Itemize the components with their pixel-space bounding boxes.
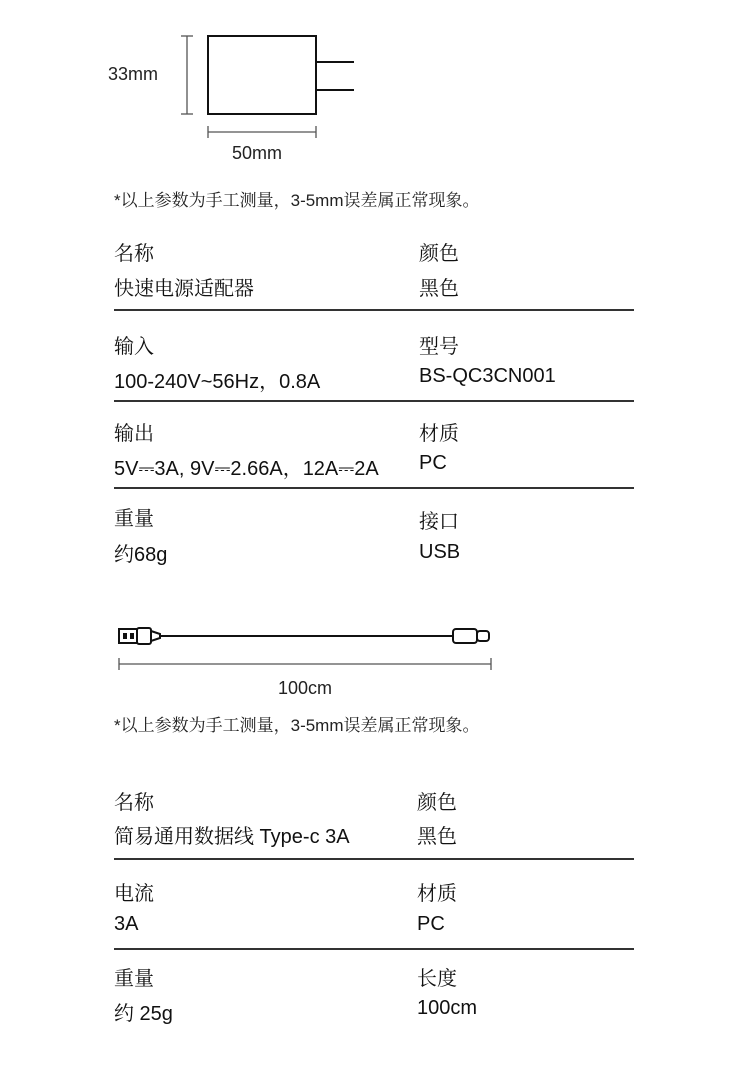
spec-label-name: 名称 bbox=[114, 792, 154, 814]
length-dimension-label: 100cm bbox=[278, 678, 333, 698]
spec-value-port: USB bbox=[419, 541, 461, 563]
spec-value-color: 黑色 bbox=[417, 826, 457, 848]
spec-value-material: PC bbox=[419, 452, 447, 474]
spec-value-current: 3A bbox=[114, 913, 139, 935]
spec-label-color: 颜色 bbox=[417, 792, 457, 814]
spec-value-name: 快速电源适配器 bbox=[114, 278, 254, 300]
height-dimension-line bbox=[181, 36, 193, 114]
row-divider bbox=[114, 858, 634, 860]
spec-value-length: 100cm bbox=[417, 997, 478, 1019]
adapter-diagram bbox=[0, 0, 750, 170]
spec-label-material: 材质 bbox=[419, 423, 459, 445]
spec-value-name: 简易通用数据线 Type-c 3A bbox=[114, 826, 350, 848]
measurement-note: *以上参数为手工测量，3-5mm误差属正常现象。 bbox=[114, 191, 480, 210]
usb-a-plug-icon bbox=[119, 628, 160, 644]
row-divider bbox=[114, 400, 634, 402]
spec-label-name: 名称 bbox=[114, 243, 154, 265]
spec-value-weight: 约 25g bbox=[114, 1003, 173, 1025]
height-dimension-label: 33mm bbox=[108, 64, 159, 84]
spec-label-color: 颜色 bbox=[419, 243, 459, 265]
spec-value-material: PC bbox=[417, 913, 445, 935]
width-dimension-label: 50mm bbox=[232, 143, 283, 163]
length-dimension-line bbox=[119, 658, 491, 670]
spec-label-model: 型号 bbox=[419, 336, 459, 358]
spec-value-input: 100-240V~56Hz，0.8A bbox=[114, 371, 321, 393]
spec-label-weight: 重量 bbox=[114, 508, 154, 530]
spec-label-current: 电流 bbox=[114, 883, 154, 905]
spec-label-length: 长度 bbox=[417, 968, 457, 990]
spec-label-port: 接口 bbox=[419, 511, 459, 533]
spec-value-color: 黑色 bbox=[419, 278, 459, 300]
row-divider bbox=[114, 309, 634, 311]
spec-label-input: 输入 bbox=[114, 336, 154, 358]
spec-value-weight: 约68g bbox=[114, 544, 168, 566]
cable-diagram bbox=[0, 610, 750, 690]
spec-value-output: 5V⎓3A, 9V⎓2.66A，12A⎓2A bbox=[114, 458, 379, 480]
spec-label-output: 输出 bbox=[114, 423, 154, 445]
measurement-note: *以上参数为手工测量，3-5mm误差属正常现象。 bbox=[114, 716, 480, 735]
spec-label-material: 材质 bbox=[417, 883, 457, 905]
width-dimension-line bbox=[208, 126, 316, 138]
row-divider bbox=[114, 948, 634, 950]
row-divider bbox=[114, 487, 634, 489]
usb-c-plug-icon bbox=[453, 629, 489, 643]
spec-label-weight: 重量 bbox=[114, 968, 154, 990]
adapter-icon bbox=[208, 36, 354, 114]
spec-value-model: BS-QC3CN001 bbox=[419, 365, 556, 387]
